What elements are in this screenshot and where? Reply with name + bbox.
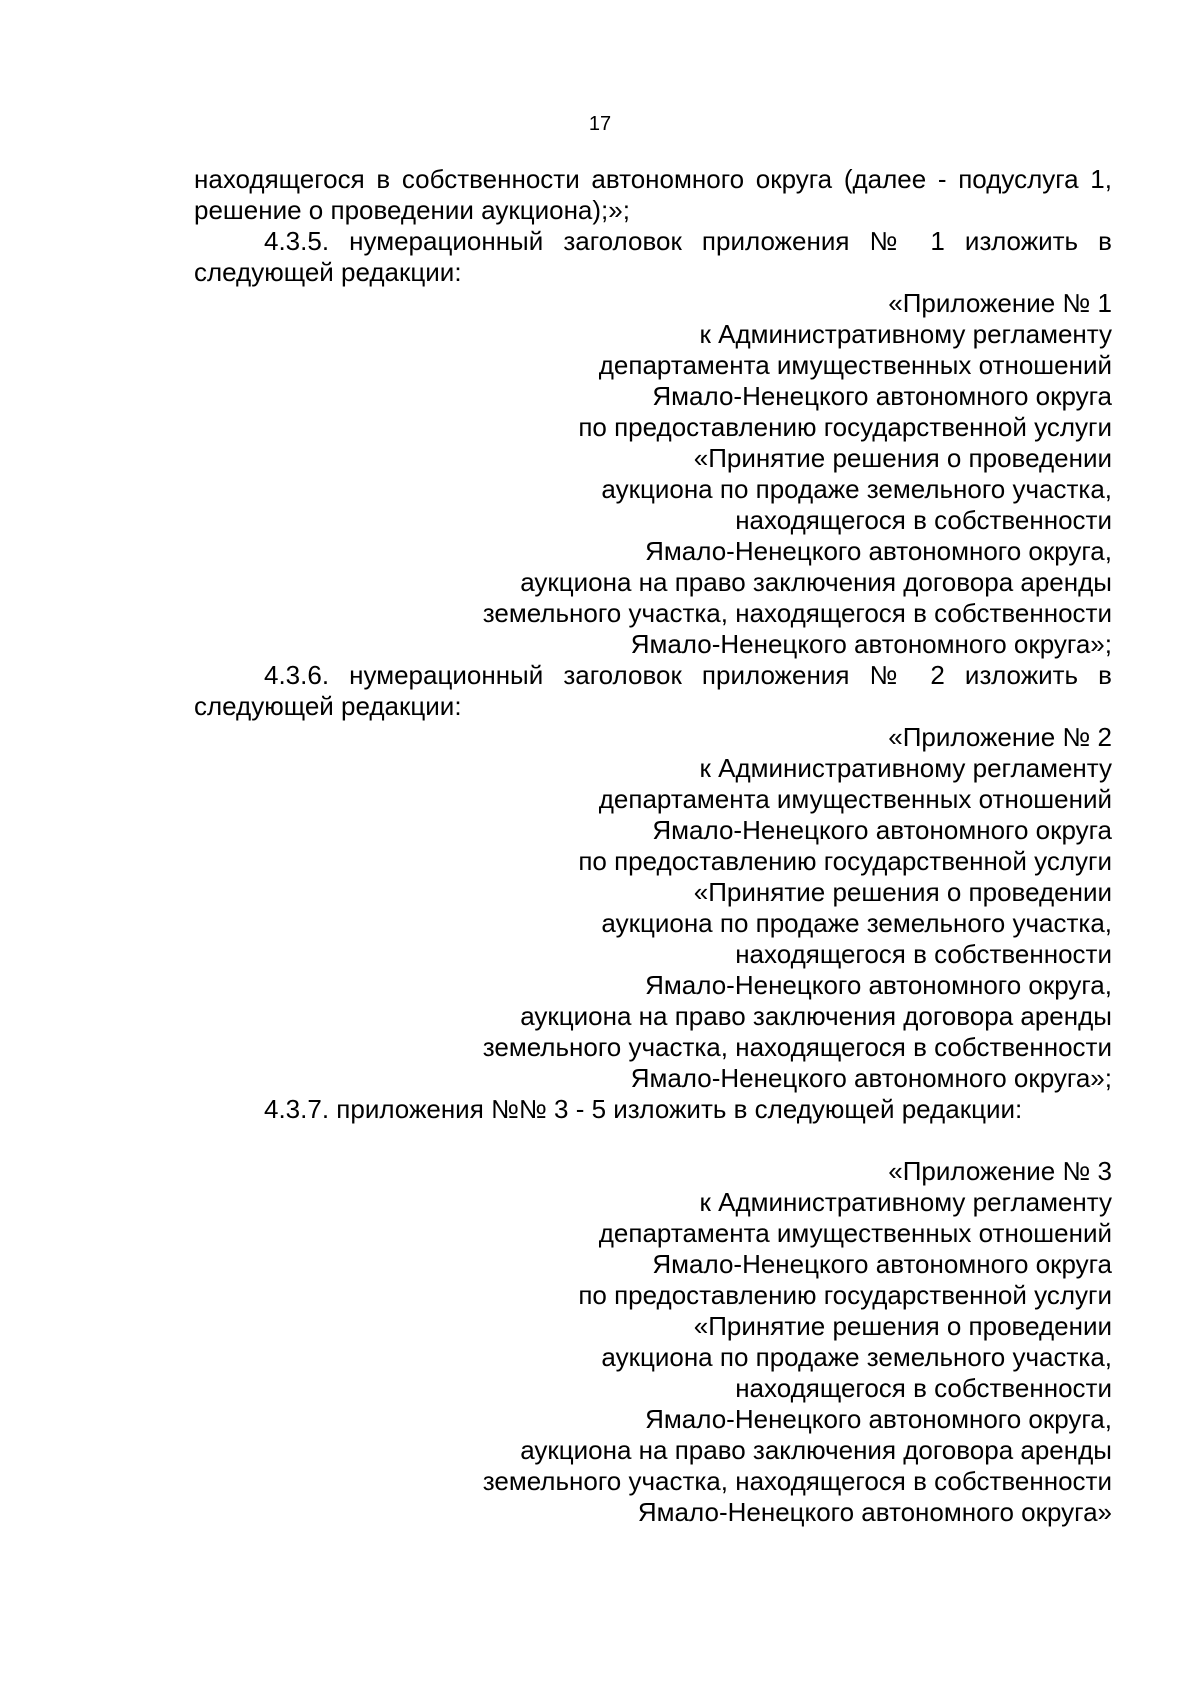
appendix-2-line: «Принятие решения о проведении: [693, 877, 1112, 907]
intro-line-1: находящегося в собственности автономного округа (далее - подуслуга 1,: [194, 164, 1112, 194]
document-body: [194, 164, 1112, 1528]
appendix-2-line: Ямало-Ненецкого автономного округа»;: [630, 1063, 1112, 1093]
appendix-3-line: к Административному регламенту: [699, 1187, 1112, 1217]
appendix-1-line: Ямало-Ненецкого автономного округа: [652, 381, 1112, 411]
appendix-1-line: по предоставлению государственной услуги: [578, 412, 1112, 442]
appendix-1-line: «Приложение № 1: [888, 288, 1112, 318]
appendix-3-line: находящегося в собственности: [735, 1373, 1112, 1403]
appendix-3-line: по предоставлению государственной услуги: [578, 1280, 1112, 1310]
appendix-1-line: Ямало-Ненецкого автономного округа,: [645, 536, 1112, 566]
appendix-2-line: аукциона на право заключения договора аренды: [520, 1001, 1112, 1031]
appendix-2-heading: [194, 722, 1112, 1094]
appendix-3-line: земельного участка, находящегося в собственности: [482, 1466, 1112, 1496]
item-4-3-6-line-1: 4.3.6. нумерационный заголовок приложения № 2 изложить в: [264, 660, 1112, 690]
appendix-1-line: аукциона на право заключения договора аренды: [520, 567, 1112, 597]
appendix-3-line: аукциона на право заключения договора аренды: [520, 1435, 1112, 1465]
blank-line: [194, 1125, 1112, 1156]
intro-line-2: решение о проведении аукциона);»;: [194, 195, 630, 225]
appendix-2-line: аукциона по продаже земельного участка,: [601, 908, 1112, 938]
appendix-3-line: Ямало-Ненецкого автономного округа»: [637, 1497, 1112, 1527]
item-4-3-7-line-1: 4.3.7. приложения №№ 3 - 5 изложить в следующей редакции:: [264, 1094, 1023, 1124]
appendix-1-heading: [194, 288, 1112, 660]
item-4-3-5-line-2: следующей редакции:: [194, 257, 462, 287]
appendix-3-line: департамента имущественных отношений: [598, 1218, 1112, 1248]
appendix-2-line: Ямало-Ненецкого автономного округа: [652, 815, 1112, 845]
appendix-1-line: аукциона по продаже земельного участка,: [601, 474, 1112, 504]
appendix-2-line: находящегося в собственности: [735, 939, 1112, 969]
appendix-1-line: Ямало-Ненецкого автономного округа»;: [630, 629, 1112, 659]
appendix-3-line: «Принятие решения о проведении: [693, 1311, 1112, 1341]
item-4-3-6-line-2: следующей редакции:: [194, 691, 462, 721]
appendix-3-line: Ямало-Ненецкого автономного округа,: [645, 1404, 1112, 1434]
appendix-2-line: по предоставлению государственной услуги: [578, 846, 1112, 876]
appendix-3-line: Ямало-Ненецкого автономного округа: [652, 1249, 1112, 1279]
appendix-3-line: аукциона по продаже земельного участка,: [601, 1342, 1112, 1372]
appendix-2-line: к Административному регламенту: [699, 753, 1112, 783]
appendix-1-line: «Принятие решения о проведении: [693, 443, 1112, 473]
appendix-2-line: Ямало-Ненецкого автономного округа,: [645, 970, 1112, 1000]
appendix-2-line: земельного участка, находящегося в собственности: [482, 1032, 1112, 1062]
appendix-3-heading: [194, 1156, 1112, 1528]
appendix-1-line: департамента имущественных отношений: [598, 350, 1112, 380]
appendix-3-line: «Приложение № 3: [888, 1156, 1112, 1186]
appendix-1-line: к Административному регламенту: [699, 319, 1112, 349]
appendix-2-line: департамента имущественных отношений: [598, 784, 1112, 814]
appendix-1-line: находящегося в собственности: [735, 505, 1112, 535]
item-4-3-5-line-1: 4.3.5. нумерационный заголовок приложения № 1 изложить в: [264, 226, 1112, 256]
appendix-1-line: земельного участка, находящегося в собственности: [482, 598, 1112, 628]
appendix-2-line: «Приложение № 2: [888, 722, 1112, 752]
page-number: 17: [588, 113, 612, 135]
